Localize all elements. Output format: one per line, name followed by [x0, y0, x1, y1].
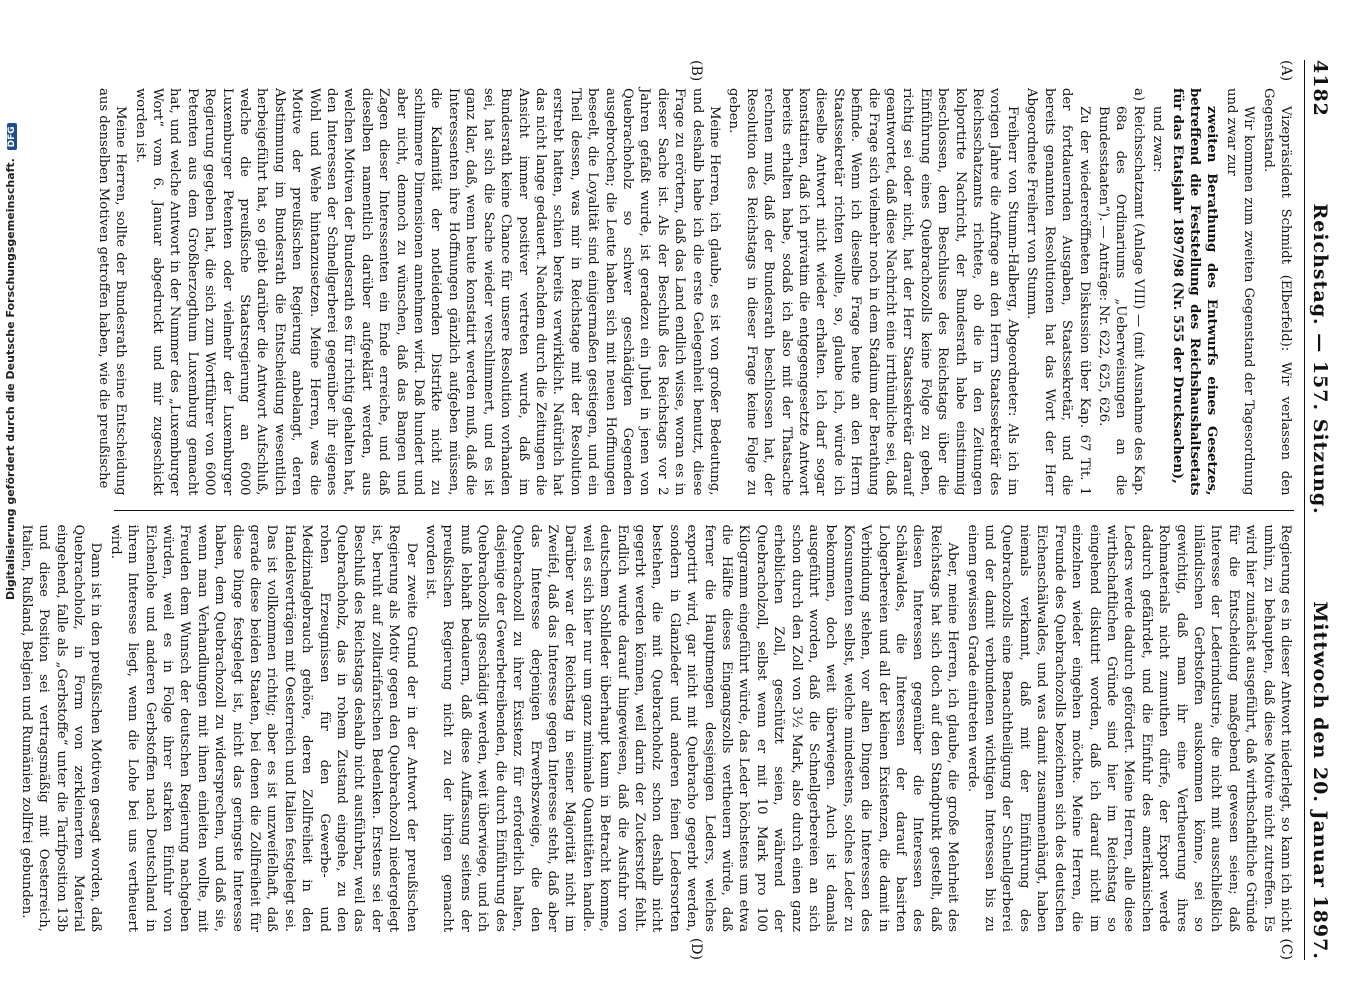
paragraph: zweiten Berathung des Entwurfs eines Gesetzes, betreffend die Feststellung des Reichshaushaltsetats für das Etatsjahr 1897/98 (Nr. 555 der Drucksachen), — [1169, 88, 1220, 496]
paragraph: Freiherr von Stumm-Halberg, Abgeordneter: Als ich im vorigen Jahre die Anfrage an den Herrn Staatssekretär des Reichsschatzamts richtete, ob die in den Zeitungen kolportirte Nachricht, der Bundesrath habe einstimmig beschlossen, dem Beschlusse des Reichstags über die Einführung eines Quebrachozolls keine Folge zu geben, richtig sei oder nicht, hat der Herr Staatssekretär darauf geantwortet, daß diese Nachricht eine irrthümliche sei, daß die Frage sich vielmehr noch in dem Stadium der Berathung befinde. Wenn ich dieselbe Frage heute an den Herrn Staatssekretär richten wollte, so, glaube ich, würde ich dieselbe Antwort nicht wieder erhalten. Ich darf sogar konstatiren, daß ich privatim die entgegengesetzte Antwort bereits erhalten habe, sodaß ich also mit der Thatsache rechnen muß, daß der Bundesrath beschlossen hat, der Resolution des Reichstags in dieser Frage keine Folge zu geben. — [726, 88, 1020, 496]
paragraph: und zwar: — [1150, 106, 1166, 173]
paragraph: Wir kommen zum zweiten Gegenstand der Tagesordnung und zwar zur — [1223, 88, 1257, 496]
paragraph: a) Reichsschatzamt (Anlage VIII) — (mit Ausnahme des Kap. 68a des Ordinariums „Ueberweisungen an die Bundesstaaten“). — Anträge: Nr. 622, 625, 626. — [1095, 88, 1146, 496]
margin-marker-d: (D) — [688, 937, 704, 960]
paragraph: Regierung es in dieser Antwort niederlegt, so kann ich nicht umhin, zu behaupten, daß diese Motive nicht zutreffen. Es wird hier zunächst ausgeführt, daß wirthschaftliche Gründe für die Entscheidung maßgebend gewesen seien; daß Interesse der Lederindustrie, die nicht mit ausschließlich inländischen Gerbstoffen auskommen könne, sei so gewichtig, daß man ihr eine Vertheuerung ihres Rohmaterials nicht zumuthen dürfe, der Export werde dadurch gefährdet, und die Einfuhr des amerikanischen Leders werde dadurch gefördert. Meine Herren, alle diese wirthschaftlichen Gründe sind hier im Reichstag so eingehend diskutirt worden, daß ich darauf nicht im einzelnen wieder eingehen möchte. Meine Herren, die Freunde des Quebrachozolls bezeichnen sich des deutschen Eichenschälwaldes, und was damit zusammenhängt, haben niemals verkannt, daß mit der Einführung des Quebrachozolls eine Benachtheiligung der Schnellgerberei und der damit verbundenen wichtigen Interessen bis zu einem gewissen Grade eintreten werde. — [964, 524, 1293, 932]
margin-marker-a: (A) — [1278, 60, 1294, 82]
paragraph: Dann ist in den preußischen Motiven gesagt worden, daß Quebrachoholz, in Form von zerkleinertem Material eingehend, falle als „Gerbstoffe“ unter die Tarifposition 13b und diese Position sei vertragsmäßig mit Oesterreich, Italien, Rußland, Belgien und Rumänien zollfrei gebunden. — [18, 524, 104, 932]
right-column — [18, 511, 1294, 961]
dfg-logo: DFG — [7, 123, 17, 150]
margin-marker-c: (C) — [1278, 938, 1294, 960]
paragraph: Vizepräsident Schmidt (Elberfeld): Wir verlassen den Gegenstand. — [1260, 88, 1293, 496]
margin-marker-b: (B) — [688, 60, 704, 82]
digitization-credit — [4, 126, 24, 600]
paragraph: Der zweite Grund der in der Antwort der preußischen Regierung als Motiv gegen den Quebrachozoll niedergelegt ist, beruht auf zolltarifarischen Bedenken. Erstens sei der Beschluß des Reichstags deshalb nicht ausführbar, weil das Quebrachoholz, das in rohem Zustand eingehe, zu den rohen Erzeugnissen für den Gewerbe- und Medizinalgebrauch gehöre, deren Zollfreiheit in den Handelsverträgen mit Oesterreich und Italien festgelegt sei. Das ist vollkommen richtig; aber es ist unzweifelhaft, daß gerade diese beiden Staaten, bei denen die Zollfreiheit für diese Dinge festgelegt ist, nicht das geringste Interesse haben, dem Quebrachozoll zu widersprechen, und daß sie, wenn man Verhandlungen mit ihnen einleiten wollte, mit Freuden dem Wunsch der deutschen Regierung nachgeben würden, weil es in Folge ihrer starken Einfuhr von Eichenlohe und anderen Gerbstoffen nach Deutschland in ihrem Interesse liegt, wenn die Lohe bei uns vertheuert wird. — [107, 524, 419, 932]
credit-text: Digitalisierung gefördert durch die Deutsche Forschungsgemeinschaft. — [4, 158, 17, 600]
page-number: 4182 — [1309, 60, 1331, 117]
left-column — [95, 60, 1294, 511]
paragraph: Meine Herren, ich glaube, es ist von großer Bedeutung, und deshalb habe ich die erste Gelegenheit benutzt, diese Frage zu erörtern, daß das Land endlich wisse, woran es in dieser Sache ist. Als der Beschluß des Reichstags vor 2 Jahren gefaßt wurde, ist geradezu ein Jubel in jenen von Quebrachoholz so schwer geschädigten Gegenden ausgebrochen; die Leute haben sich mit neuen Hoffnungen beseelt, die Loyalität sind einigermaßen gestiegen, und ein Theil dessen, was mir in Reichstage mit der Resolution erstrebt hatten, schien bereits verwirklicht. Natürlich hat das nicht lange gedauert. Nachdem durch die Zeitungen die Ansicht immer positiver vertreten wurde, daß im Bundesrath keine Chance für unsere Resolution vorhanden sei, hat sich die Sache wieder verschlimmert, und es ist ganz klar, daß, wenn heute konstatirt werden muß, daß die Interessenten ihre Hoffnungen gänzlich aufgeben müssen, die Kalamität der notleidenden Distrikte nicht zu schlimmere Dimensionen annehmen wird. Daß hundert und aber nicht, dennoch zu wünschen, daß das Bangen und Zagen dieser Interessenten ein Ende erreiche, und daß dieselben namentlich darüber aufgeklärt werden, aus welchen Motiven der Bundesrath es für richtig gehalten hat, den Interessen der Schnellgerberei gegenüber ihr eigenes Wohl und Wehe hintanzusetzen. Meine Herren, was die Motive der preußischen Regierung anbelangt, deren Abstimmung im Bundesrath die Entscheidung wesentlich herbeigeführt hat, so giebt darüber die Antwort Aufschluß, welche die preußische Staatsregierung an 6000 Luxemburger Petenten oder vielmehr der Luxemburger Regierung gegeben hat, die sich zum Wortführer von 6000 Petenten aus dem Großherzogthum Luxemburg gemacht hat, und welche Antwort in der Nummer des „Luxemburger Wort“ vom 6. Januar abgedruckt und mir zugeschickt worden ist. — [132, 88, 722, 496]
paragraph: Meine Herren, sollte der Bundesrath seine Entscheidung aus denselben Motiven getroffen haben, wie die preußische — [95, 88, 129, 496]
running-head-date: Mittwoch den 20. Januar 1897. — [1309, 601, 1331, 960]
text-columns — [18, 60, 1294, 960]
running-head — [1304, 60, 1331, 960]
paragraph: Zu der wiedereröffneten Diskussion über Kap. 67 Tit. 1 der fortdauernden Ausgaben, Staatssekretär, und die bereits genannten Resolutionen hat das Wort der Herr Abgeordnete Freiherr von Stumm. — [1024, 88, 1092, 496]
running-head-title: Reichstag. — 157. Sitzung. — [1309, 203, 1331, 515]
paragraph: Aber, meine Herren, ich glaube, die große Mehrheit des Reichstags hat sich doch auf den Standpunkt gestellt, daß diesen Interessen gegenüber die Interessen des Schälwaldes, die Interessen der darauf basirten Lohgerbereien und all der kleinen Existenzen, die damit in Verbindung stehen, vor allen Dingen die Interessen des Konsumenten selbst, welche mindestens, solches Leder zu bekommen, doch weit überwiegen. Auch ist damals ausgeführt worden, daß die Schnellgerbereien an sich schon durch den Zoll von 3½ Mark, also durch einen ganz erheblichen Zoll, geschützt seien, während der Quebracholzoll, selbst wenn er mit 10 Mark pro 100 Kilogramm eingeführt würde, das Leder höchstens um etwa die Hälfte dieses Eingangszolls vertheuern würde, daß ferner die Hauptmengen dessjenigen Leders, welches exportirt wird, gar nicht mit Quebracho gegerbt werden, sondern in Glanzleder und anderen feinen Ledersorten bestehen, die mit Quebrachoholz schon deshalb nicht gegerbt werden können, weil darin der Zuckerstoff fehlt. Endlich wurde darauf hingewiesen, daß die Ausfuhr von deutschem Sohlleder überhaupt kaum in Betracht komme, weil es sich hier nur um ganz minimale Quantitäten handle. Darüber war der Reichstag in seiner Majorität nicht im Zweifel, daß das Interesse gegen Interesse steht, daß aber das Interesse derjenigen Erwerbszweige, die den Quebrachozoll zu ihrer Existenz für erforderlich halten, dasjenige der Gewerbetreibenden, die durch Einführung des Quebrachozolls geschädigt werden, weit überwiege, und ich muß lebhaft bedauern, daß diese Auffassung seitens der preußischen Regierung nicht zu der ihrigen gemacht worden ist. — [423, 524, 961, 932]
